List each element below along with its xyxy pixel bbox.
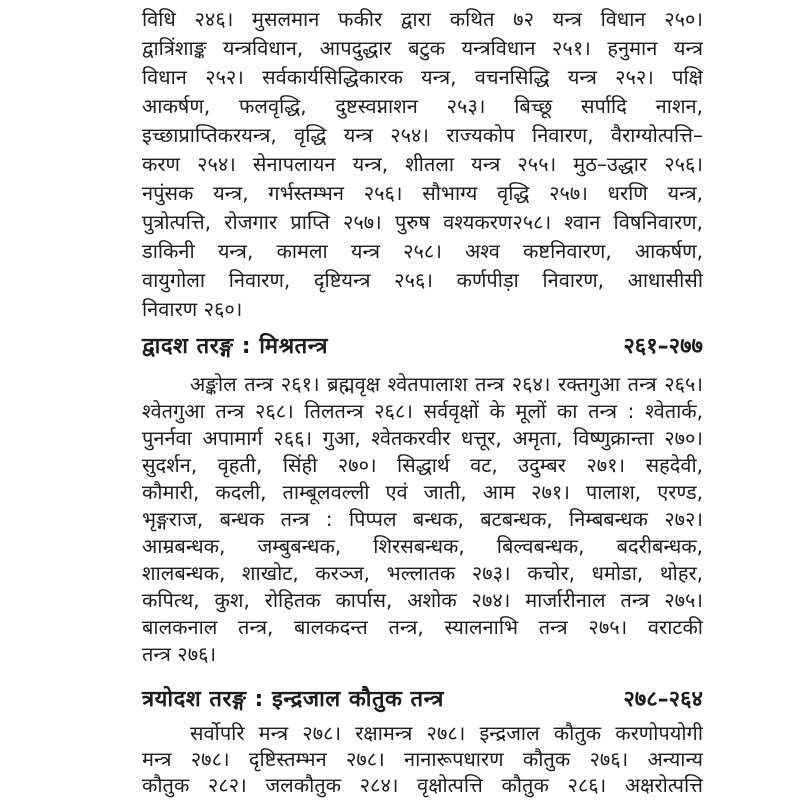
text-line: द्वात्रिंशाङ्क यन्त्रविधान, आपदुद्धार बटुक यन्त्रविधान २५१। हनुमान यन्त्र [142, 36, 703, 60]
section-heading: त्रयोदश तरङ्ग : इन्द्रजाल कौतुक तन्त्र [142, 687, 444, 712]
text-line: कपित्थ, कुश, रोहितक कार्पास, अशोक २७४। मार्जारीनाल तन्त्र २७५। [142, 588, 703, 612]
text-line: पुत्रोत्पत्ति, रोजगार प्राप्ति २५७। पुरुष वश्यकरण२५८। श्वान विषनिवारण, [142, 210, 703, 234]
text-line: आकर्षण, फलवृद्धि, दुष्टस्वप्नाशन २५३। बिच्छू सर्पादि नाशन, [142, 94, 703, 118]
text-line: शालबन्धक, शाखोट, करञ्ज, भल्लातक २७३। कचोर, धमोडा, थोहर, [142, 561, 703, 585]
section-page-range: २६१–२७७ [623, 334, 703, 359]
text-line: पुनर्नवा अपामार्ग २६६। गुआ, श्वेतकरवीर धत्तूर, अमृता, विष्णुक्रान्ता २७०। [142, 426, 703, 450]
text-line: कौतुक २८२। जलकौतुक २८४। वृक्षोत्पत्ति कौतुक २८६। अक्षरोत्पत्ति [142, 773, 703, 797]
text-line: इच्छाप्राप्तिकरयन्त्र, वृद्धि यन्त्र २५४। राज्यकोप निवारण, वैराग्योत्पत्ति– [142, 123, 703, 147]
text-line: सुदर्शन, वृहती, सिंही २७०। सिद्धार्थ वट, उदुम्बर २७१। सहदेवी, [142, 453, 703, 477]
text-line: निवारण २६०। [142, 297, 243, 321]
text-line: बालकनाल तन्त्र, बालकदन्त तन्त्र, स्यालनाभि तन्त्र २७५। वराटकी [142, 615, 703, 639]
text-line: वायुगोला निवारण, दृष्टियन्त्र २५६। कर्णपीड़ा निवारण, आधासीसी [142, 268, 703, 292]
text-line: नपुंसक यन्त्र, गर्भस्तम्भन २५६। सौभाग्य वृद्धि २५७। धरणि यन्त्र, [142, 181, 703, 205]
section-paragraph [142, 371, 703, 668]
text-line: श्वेतगुआ तन्त्र २६८। तिलतन्त्र २६८। सर्ववृक्षों के मूलों का तन्त्र : श्वेतार्क, [142, 399, 703, 423]
text-line: भृङ्गराज, बन्धक तन्त्र : पिप्पल बन्धक, बटबन्धक, निम्बबन्धक २७२। [142, 507, 703, 531]
section-page-range: २७८–२६४ [623, 687, 703, 712]
text-line: अङ्कोल तन्त्र २६१। ब्रह्मवृक्ष श्वेतपालाश तन्त्र २६४। रक्तगुआ तन्त्र २६५। [190, 372, 703, 396]
section-heading-row [142, 330, 703, 364]
text-line: करण २५४। सेनापलायन यन्त्र, शीतला यन्त्र २५५। मुठ–उद्धार २५६। [142, 152, 703, 176]
section-paragraph [142, 720, 703, 798]
text-line: तन्त्र २७६। [142, 642, 217, 666]
text-line: मन्त्र २७८। दृष्टिस्तम्भन २७८। नानारूपधारण कौतुक २७६। अन्यान्य [142, 747, 703, 771]
text-line: सर्वोपरि मन्त्र २७८। रक्षामन्त्र २७८। इन्द्रजाल कौतुक करणोपयोगी [190, 721, 703, 745]
text-line: आम्रबन्धक, जम्बुबन्धक, शिरसबन्धक, बिल्वबन्धक, बदरीबन्धक, [142, 534, 703, 558]
section-heading-row [142, 683, 703, 717]
toc-continued-paragraph [142, 5, 703, 324]
text-line: डाकिनी यन्त्र, कामला यन्त्र २५८। अश्व कष्टनिवारण, आकर्षण, [142, 239, 703, 263]
text-line: कौमारी, कदली, ताम्बूलवल्ली एवं जाती, आम २७१। पालाश, एरण्ड, [142, 480, 703, 504]
section-heading: द्वादश तरङ्ग : मिश्रतन्त्र [142, 334, 328, 359]
text-line: विधान २५२। सर्वकार्यसिद्धिकारक यन्त्र, वचनसिद्धि यन्त्र २५२। पक्षि [142, 65, 703, 89]
text-line: विधि २४६। मुसलमान फकीर द्वारा कथित ७२ यन्त्र विधान २५०। [142, 7, 703, 31]
